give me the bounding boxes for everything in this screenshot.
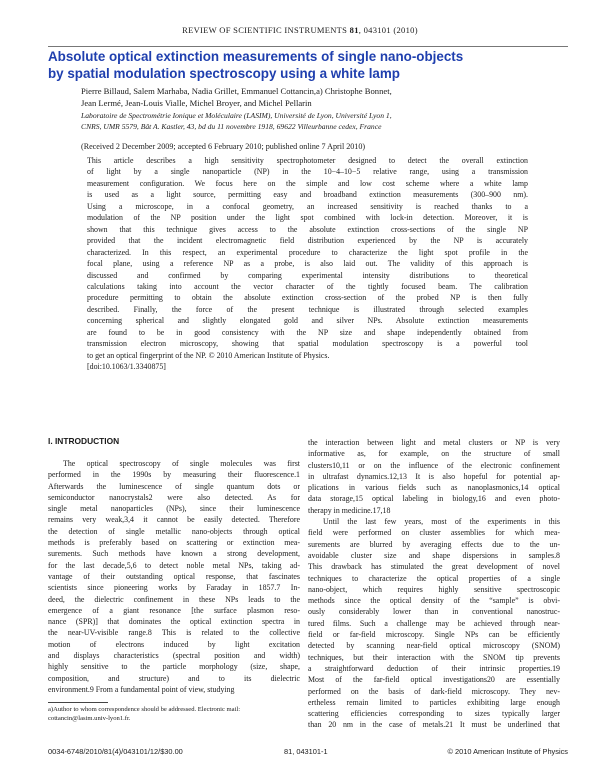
abstract-line: characterized. In this respect, an experimental procedure to characterize the light spot profile in the [87, 247, 528, 257]
body-line: semiconductor nanocrystals2 were also detected. As for [48, 492, 300, 502]
body-line: techniques to characterize the optical properties of a single [308, 573, 560, 583]
body-line: ously considerably lower than in conventional nanostruc- [308, 607, 560, 617]
body-line: single metal nanoparticles (NPs), since their luminescence [48, 504, 300, 514]
body-line: and displays characteristics (spectral position and width) [48, 651, 300, 661]
body-line: composition, and structure) and to its dielectric [48, 673, 300, 683]
abstract-line: focal plane, using a reference NP as a probe, is also laid out. The validity of this approach is [87, 259, 528, 269]
body-line: therapy in medicine.17,18 [308, 505, 391, 515]
body-line: detected by scanning near-field optical microscopy (SNOM) [308, 641, 560, 651]
body-line: vantage of their outstanding optical response, that fascinates [48, 571, 300, 581]
abstract-line: calculations taking into account the vector character of the tightly focused beam. The calibration [87, 281, 528, 291]
body-line: This drawback has stimulated the great development of novel [308, 562, 560, 572]
affiliation-line: CNRS, UMR 5579, Bât A. Kastler, 43, bd du 11 novembre 1918, 69622 Villeurbanne cedex, France [81, 122, 382, 131]
body-line: than 20 nm in the case of metals.21 It must be underlined that [308, 720, 560, 730]
body-line: Afterwards the luminescence of single quantum dots or [48, 481, 300, 491]
body-line: Until the last few years, most of the experiments in this [323, 517, 560, 527]
body-line: field were performed on cluster assemblies for which mea- [308, 528, 560, 538]
body-line: methods since the optical density of the “sample” is obvi- [308, 596, 560, 606]
body-line: scattering efficiencies corresponding to sizes typically larger [308, 709, 560, 719]
body-line: informative as, for example, on the structure of small [308, 449, 560, 459]
title-line: by spatial modulation spectroscopy using a white lamp [48, 65, 400, 81]
footer-copyright: © 2010 American Institute of Physics [447, 747, 568, 756]
article-title [48, 49, 568, 82]
doi-line [87, 361, 528, 372]
abstract-line: concerning spherical and slightly elongated gold and silver NPs. Absolute extinction measurements [87, 316, 528, 326]
abstract-line: discussed and confirmed by comparing experimental intensity distributions to theoretical [87, 270, 528, 280]
body-line: surements are blurred by averaging effects due to the un- [308, 539, 560, 549]
doi-link[interactable]: [doi:10.1063/1.3340875] [87, 362, 166, 372]
body-line: Most of the far-field optical investigations20 are essentially [308, 675, 560, 685]
body-line: a straightforward deduction of their intrinsic properties.19 [308, 663, 560, 673]
footnote-line: cottancin@lasim.univ-lyon1.fr. [48, 715, 131, 722]
body-line: emergence of a giant resonance [the surface plasmon reso- [48, 605, 300, 615]
author-line: Pierre Billaud, Salem Marhaba, Nadia Grillet, Emmanuel Cottancin,a) Christophe Bonnet, [81, 86, 392, 96]
abstract-line: measurement configuration. We focus here on the simple and low cost scheme where a white lamp [87, 178, 528, 188]
body-line: performed in the 1990s by measuring their fluorescence.1 [48, 470, 300, 480]
affiliation [81, 110, 561, 132]
body-line: environment.9 From a fundamental point of view, studying [48, 684, 235, 694]
body-line: highly sensitive to the particle morphology (size, shape, [48, 662, 300, 672]
abstract-line: modulation of the NP position under the light spot combined with lock-in detection. Moreover, it is [87, 213, 528, 223]
body-line: nano-object, which requires highly sensitive spectroscopic [308, 584, 560, 594]
body-line: tured films. Such a challenge may be achieved through near- [308, 618, 560, 628]
abstract-line: shown that this technique gives access to the absolute extinction cross-sections of the single NP [87, 224, 528, 234]
body-line: in ultrafast dynamics.12,13 It is also hopeful for potential ap- [308, 471, 560, 481]
publication-dates: (Received 2 December 2009; accepted 6 February 2010; published online 7 April 2010) [81, 142, 366, 151]
affiliation-line: Laboratoire de Spectrométrie Ionique et Moléculaire (LASIM), Université de Lyon, Université Lyon 1, [81, 111, 392, 120]
left-column [48, 458, 300, 695]
right-column [308, 437, 560, 731]
journal-name: REVIEW OF SCIENTIFIC INSTRUMENTS [182, 25, 348, 35]
abstract-line: transmission electron microscopy, showing that spatial modulation spectroscopy is a powerful tool [87, 339, 528, 349]
body-line: performed on the basis of dark-field microscopy. They nev- [308, 686, 560, 696]
body-line: for the last decade,5,6 to detect noble metal NPs, taking ad- [48, 560, 300, 570]
body-line: the near-UV-visible range.8 This is related to the collective [48, 628, 300, 638]
abstract-line: procedure permitting to obtain the absolute extinction cross-section of the probed NP is then fully [87, 293, 528, 303]
body-line: ertheless remain limited to particles exhibiting large enough [308, 697, 560, 707]
author-line: Jean Lermé, Jean-Louis Vialle, Michel Broyer, and Michel Pellarin [81, 97, 312, 108]
body-line: the detection of single metallic nano-objects through optical [48, 526, 300, 536]
body-line: scientists since pioneering works by Faraday in 1857.7 In- [48, 583, 300, 593]
body-line: methods is preferably based on scattering or extinction mea- [48, 538, 300, 548]
article-number: 043101 [363, 25, 391, 35]
footnote-line: a)Author to whom correspondence should be addressed. Electronic mail: [48, 706, 241, 713]
body-line: techniques, but their interaction with the SNOM tip prevents [308, 652, 560, 662]
section-heading: I. INTRODUCTION [48, 436, 120, 446]
footnote [48, 705, 300, 723]
body-line: avoidable cluster size and shape dispersions in samples.8 [308, 550, 560, 560]
abstract-line: is used as a light source, permitting easy and broadband extinction measurements (300–900 nm). [87, 190, 528, 200]
author-list [81, 86, 561, 109]
footer-page-number: 81, 043101-1 [284, 747, 328, 756]
body-line: field or far-field microscopy. Single NPs can be efficiently [308, 630, 560, 640]
running-header: REVIEW OF SCIENTIFIC INSTRUMENTS 81, 043101 (2010) [182, 25, 418, 35]
abstract-line: Using a microscope, in a confocal geometry, an increased sensitivity is reached thanks to a [87, 201, 528, 211]
body-line: remains very weak,3,4 it cannot be easily detected. Therefore [48, 515, 300, 525]
abstract-line: described. Finally, the force of the present technique is illustrated through selected examples [87, 304, 528, 314]
body-line: The optical spectroscopy of single molecules was first [63, 459, 300, 468]
body-line: motion of electrons induced by light excitation [48, 639, 300, 649]
abstract-line: provided that the incident electromagnetic field distribution experienced by the NP is accurately [87, 236, 528, 246]
publication-year: (2010) [393, 25, 418, 35]
title-line: Absolute optical extinction measurements of single nano-objects [48, 49, 464, 64]
body-line: surements. Such methods have known a strong development, [48, 549, 300, 559]
journal-volume: 81 [349, 25, 359, 35]
footer-issn: 0034-6748/2010/81(4)/043101/12/$30.00 [48, 747, 183, 756]
body-line: nance (SPR)] that dominates the optical extinction spectra in [48, 617, 300, 627]
body-line: the interaction between light and metal clusters or NP is very [308, 438, 560, 447]
body-line: clusters10,11 or on the influence of the electronic confinement [308, 460, 560, 470]
header-rule [48, 46, 568, 47]
body-line: plications in various fields such as nanoplasmonics,14 optical [308, 483, 560, 493]
footnote-rule [48, 702, 108, 703]
body-line: data storage,15 optical labeling in biology,16 and even photo- [308, 494, 560, 504]
body-line: deed, the dielectric confinement in these NPs leads to the [48, 594, 300, 604]
abstract-line: to get an optical fingerprint of the NP. © 2010 American Institute of Physics. [87, 350, 330, 360]
abstract-line: of light by a single nanoparticle (NP) in the 10−4–10−5 relative range, using a transmission [87, 167, 528, 177]
abstract [87, 155, 528, 373]
abstract-line: This article describes a high sensitivity spectrophotometer designed to detect the overall extinction [87, 156, 528, 165]
abstract-line: are found to be in good consistency with the NP size and shape independently obtained from [87, 327, 528, 337]
